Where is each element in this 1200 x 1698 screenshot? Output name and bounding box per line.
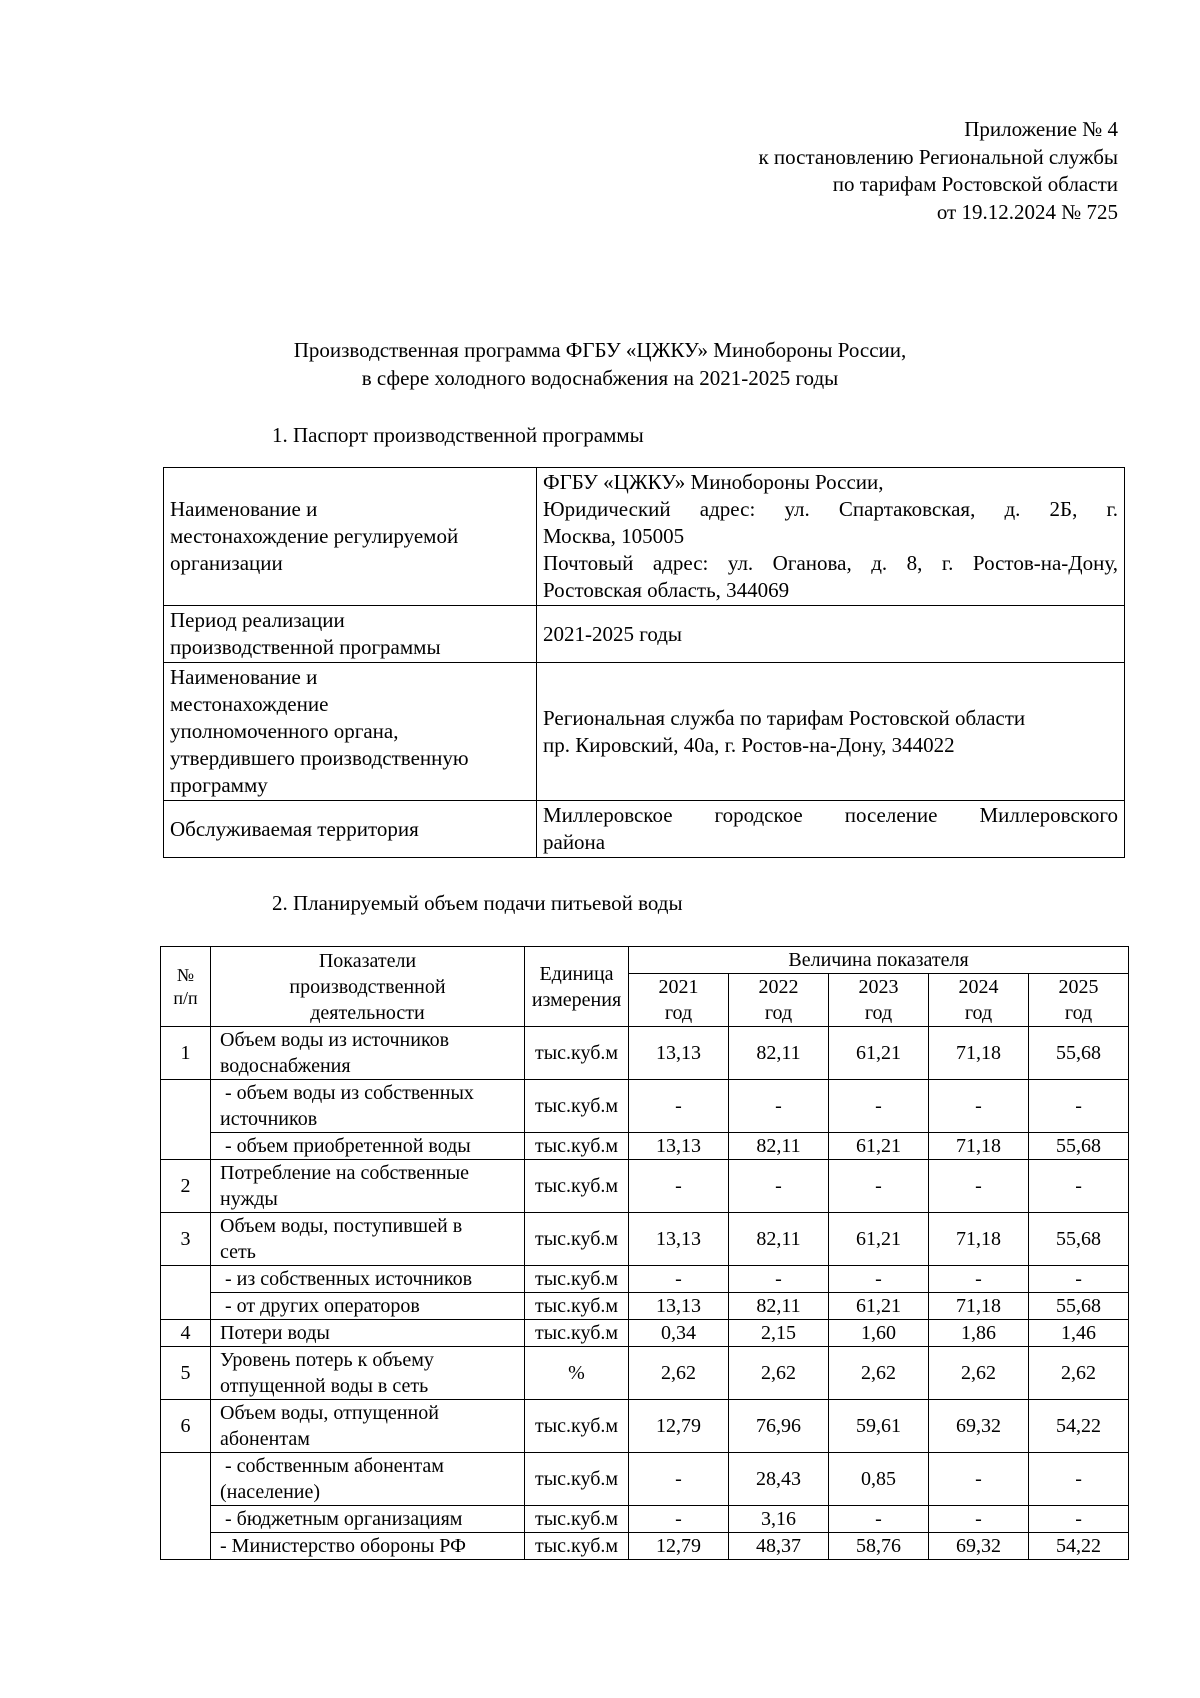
row-value-cell: -: [729, 1266, 829, 1293]
header-text: Показатели: [318, 949, 417, 972]
passport-label-line: Период реализации: [170, 608, 345, 632]
row-value-cell: 1,60: [829, 1320, 929, 1347]
section1-heading: 1. Паспорт производственной программы: [272, 423, 644, 447]
header-year: [729, 974, 829, 1027]
passport-value-line: ФГБУ «ЦЖКУ» Минобороны России,: [543, 470, 884, 494]
row-unit-cell: тыс.куб.м: [525, 1533, 629, 1560]
row-value-cell: 54,22: [1029, 1400, 1129, 1453]
row-indicator-cell: [211, 1453, 525, 1506]
passport-value-cell: [537, 801, 1125, 858]
row-indicator-line: нужды: [220, 1188, 278, 1210]
appendix-line: Приложение № 4: [964, 117, 1118, 141]
header-value-group: Величина показателя: [629, 947, 1129, 974]
row-value-cell: -: [829, 1506, 929, 1533]
row-value-cell: 69,32: [929, 1400, 1029, 1453]
row-value-cell: 13,13: [629, 1027, 729, 1080]
passport-label-cell: [164, 801, 537, 858]
passport-label-line: Обслуживаемая территория: [170, 816, 419, 841]
row-value-cell: 13,13: [629, 1213, 729, 1266]
row-indicator-line: - от других операторов: [220, 1295, 420, 1317]
row-indicator-cell: [211, 1213, 525, 1266]
row-unit-cell: тыс.куб.м: [525, 1266, 629, 1293]
table-row: [161, 1506, 1129, 1533]
row-num-cell: [161, 1453, 211, 1560]
table-row: [161, 1453, 1129, 1506]
row-value-cell: 48,37: [729, 1533, 829, 1560]
row-value-cell: -: [629, 1160, 729, 1213]
row-unit-cell: %: [525, 1347, 629, 1400]
row-unit-cell: тыс.куб.м: [525, 1453, 629, 1506]
table-row: [161, 1266, 1129, 1293]
row-value-cell: 54,22: [1029, 1533, 1129, 1560]
row-value-cell: -: [929, 1506, 1029, 1533]
row-value-cell: 59,61: [829, 1400, 929, 1453]
row-indicator-line: - из собственных источников: [220, 1268, 473, 1290]
passport-value-line: Региональная служба по тарифам Ростовской области: [543, 705, 1026, 730]
row-value-cell: 61,21: [829, 1213, 929, 1266]
passport-label-line: Наименование и: [170, 665, 318, 689]
row-value-cell: -: [729, 1080, 829, 1133]
row-indicator-cell: [211, 1133, 525, 1160]
row-value-cell: -: [929, 1160, 1029, 1213]
header-year-text: год: [664, 1002, 693, 1024]
row-value-cell: 2,15: [729, 1320, 829, 1347]
row-num-cell: 6: [161, 1400, 211, 1453]
row-indicator-line: - собственным абонентам: [220, 1455, 444, 1477]
passport-label-line: программу: [170, 773, 268, 797]
passport-value-line: Москва, 105005: [543, 524, 685, 548]
row-value-cell: 61,21: [829, 1027, 929, 1080]
row-value-cell: 0,85: [829, 1453, 929, 1506]
row-indicator-line: Объем воды, отпущенной: [220, 1402, 439, 1424]
header-year-text: год: [864, 1002, 893, 1024]
row-unit-cell: тыс.куб.м: [525, 1133, 629, 1160]
row-indicator-line: Объем воды, поступившей в: [220, 1215, 463, 1237]
row-value-cell: 2,62: [829, 1347, 929, 1400]
row-unit-cell: тыс.куб.м: [525, 1320, 629, 1347]
table-header-row: [161, 947, 1129, 974]
header-text: №: [176, 964, 195, 985]
row-value-cell: -: [1029, 1453, 1129, 1506]
row-value-cell: -: [629, 1080, 729, 1133]
header-num: [161, 947, 211, 1027]
row-value-cell: -: [629, 1266, 729, 1293]
passport-value-line: Юридический адрес: ул. Спартаковская, д. 2Б, г.: [543, 497, 1118, 521]
table-row: [161, 1320, 1129, 1347]
row-value-cell: 71,18: [929, 1027, 1029, 1080]
row-indicator-line: Объем воды из источников: [220, 1029, 450, 1051]
row-indicator-line: - бюджетным организациям: [220, 1508, 463, 1530]
program-title-line: в сфере холодного водоснабжения на 2021-2025 годы: [361, 366, 839, 390]
row-indicator-cell: [211, 1266, 525, 1293]
row-value-cell: 2,62: [929, 1347, 1029, 1400]
passport-value-line: района: [543, 830, 606, 854]
row-indicator-line: источников: [220, 1108, 318, 1130]
header-year-text: 2023: [858, 976, 899, 998]
row-value-cell: 2,62: [1029, 1347, 1129, 1400]
passport-label-line: уполномоченного органа,: [170, 719, 399, 743]
passport-label-cell: [164, 606, 537, 663]
row-value-cell: 82,11: [729, 1213, 829, 1266]
row-value-cell: 28,43: [729, 1453, 829, 1506]
row-value-cell: -: [829, 1080, 929, 1133]
row-num-cell: [161, 1266, 211, 1320]
passport-label-line: Наименование и: [170, 497, 318, 521]
passport-label-cell: [164, 468, 537, 606]
row-value-cell: 71,18: [929, 1133, 1029, 1160]
row-value-cell: -: [729, 1160, 829, 1213]
row-value-cell: 82,11: [729, 1027, 829, 1080]
row-indicator-cell: [211, 1506, 525, 1533]
row-num-cell: 3: [161, 1213, 211, 1266]
table-row: [161, 1133, 1129, 1160]
row-value-cell: 55,68: [1029, 1027, 1129, 1080]
appendix-line: от 19.12.2024 № 725: [936, 199, 1118, 224]
row-num-cell: 2: [161, 1160, 211, 1213]
row-indicator-line: - Министерство обороны РФ: [220, 1535, 466, 1557]
header-text: измерения: [531, 988, 622, 1011]
row-value-cell: -: [1029, 1506, 1129, 1533]
row-unit-cell: тыс.куб.м: [525, 1213, 629, 1266]
header-text: деятельности: [310, 1001, 425, 1024]
row-indicator-cell: [211, 1293, 525, 1320]
header-unit: [525, 947, 629, 1027]
passport-value-cell: [537, 468, 1125, 606]
row-value-cell: -: [929, 1080, 1029, 1133]
header-year-text: год: [1064, 1002, 1093, 1024]
table-row: [161, 1533, 1129, 1560]
passport-row: [164, 606, 1125, 663]
row-indicator-cell: [211, 1160, 525, 1213]
row-unit-cell: тыс.куб.м: [525, 1400, 629, 1453]
row-value-cell: 13,13: [629, 1293, 729, 1320]
row-value-cell: 2,62: [729, 1347, 829, 1400]
passport-value-line: Почтовый адрес: ул. Оганова, д. 8, г. Ростов-на-Дону,: [543, 551, 1118, 575]
row-value-cell: -: [929, 1453, 1029, 1506]
program-title: [0, 336, 1200, 392]
row-unit-cell: тыс.куб.м: [525, 1080, 629, 1133]
row-indicator-line: - объем приобретенной воды: [220, 1135, 471, 1157]
row-value-cell: 12,79: [629, 1400, 729, 1453]
row-value-cell: -: [829, 1266, 929, 1293]
row-value-cell: 3,16: [729, 1506, 829, 1533]
row-value-cell: 12,79: [629, 1533, 729, 1560]
appendix-header: [758, 116, 1118, 226]
row-value-cell: 55,68: [1029, 1133, 1129, 1160]
row-num-cell: 4: [161, 1320, 211, 1347]
appendix-line: по тарифам Ростовской области: [832, 172, 1118, 196]
row-unit-cell: тыс.куб.м: [525, 1506, 629, 1533]
row-value-cell: 61,21: [829, 1133, 929, 1160]
row-value-cell: -: [1029, 1160, 1129, 1213]
passport-value-line: 2021-2025 годы: [543, 621, 683, 646]
passport-label-line: производственной программы: [170, 635, 441, 659]
row-value-cell: -: [829, 1160, 929, 1213]
row-indicator-line: Уровень потерь к объему: [220, 1349, 434, 1371]
row-indicator-line: отпущенной воды в сеть: [220, 1375, 429, 1397]
row-value-cell: -: [1029, 1080, 1129, 1133]
row-value-cell: 71,18: [929, 1213, 1029, 1266]
row-value-cell: 69,32: [929, 1533, 1029, 1560]
row-indicator-line: - объем воды из собственных: [220, 1082, 474, 1104]
table-row: [161, 1027, 1129, 1080]
header-year: [929, 974, 1029, 1027]
row-indicator-line: абонентам: [220, 1428, 310, 1450]
header-year: [629, 974, 729, 1027]
program-title-line: Производственная программа ФГБУ «ЦЖКУ» Минобороны России,: [293, 338, 907, 362]
passport-row: [164, 468, 1125, 606]
passport-row: [164, 663, 1125, 801]
row-unit-cell: тыс.куб.м: [525, 1293, 629, 1320]
row-num-cell: [161, 1080, 211, 1160]
row-num-cell: 5: [161, 1347, 211, 1400]
row-value-cell: 13,13: [629, 1133, 729, 1160]
row-value-cell: 82,11: [729, 1133, 829, 1160]
passport-label-line: местонахождение: [170, 692, 329, 716]
row-indicator-line: (население): [220, 1481, 321, 1503]
row-value-cell: 1,86: [929, 1320, 1029, 1347]
row-value-cell: 71,18: [929, 1293, 1029, 1320]
row-indicator-cell: [211, 1320, 525, 1347]
row-value-cell: -: [629, 1453, 729, 1506]
table-row: [161, 1400, 1129, 1453]
row-value-cell: -: [1029, 1266, 1129, 1293]
passport-label-cell: [164, 663, 537, 801]
row-value-cell: 76,96: [729, 1400, 829, 1453]
row-indicator-cell: [211, 1533, 525, 1560]
header-indicator: [211, 947, 525, 1027]
header-year-text: год: [764, 1002, 793, 1024]
row-value-cell: 55,68: [1029, 1293, 1129, 1320]
row-value-cell: 1,46: [1029, 1320, 1129, 1347]
row-indicator-cell: [211, 1080, 525, 1133]
header-text: п/п: [173, 987, 198, 1008]
header-year-text: 2024: [958, 976, 999, 998]
row-value-cell: -: [929, 1266, 1029, 1293]
table-row: [161, 1293, 1129, 1320]
row-indicator-line: сеть: [220, 1241, 256, 1263]
table-row: [161, 1160, 1129, 1213]
row-indicator-line: водоснабжения: [220, 1055, 351, 1077]
passport-value-cell: [537, 663, 1125, 801]
appendix-line: к постановлению Региональной службы: [758, 144, 1118, 169]
header-year-text: 2025: [1058, 976, 1099, 998]
header-text: производственной: [289, 975, 446, 998]
passport-value-line: Ростовская область, 344069: [543, 578, 790, 602]
row-indicator-line: Потребление на собственные: [220, 1162, 470, 1184]
section2-heading: 2. Планируемый объем подачи питьевой воды: [272, 891, 683, 915]
header-year: [1029, 974, 1129, 1027]
row-value-cell: 0,34: [629, 1320, 729, 1347]
row-value-cell: 82,11: [729, 1293, 829, 1320]
row-unit-cell: тыс.куб.м: [525, 1160, 629, 1213]
row-value-cell: 55,68: [1029, 1213, 1129, 1266]
passport-label-line: местонахождение регулируемой: [170, 524, 459, 548]
table-row: [161, 1347, 1129, 1400]
table-row: [161, 1213, 1129, 1266]
table-row: [161, 1080, 1129, 1133]
row-value-cell: 2,62: [629, 1347, 729, 1400]
header-year: [829, 974, 929, 1027]
row-indicator-line: Потери воды: [220, 1322, 330, 1344]
row-value-cell: -: [629, 1506, 729, 1533]
row-unit-cell: тыс.куб.м: [525, 1027, 629, 1080]
passport-label-line: организации: [170, 551, 283, 575]
row-value-cell: 58,76: [829, 1533, 929, 1560]
passport-value-line: Миллеровское городское поселение Миллеровского: [543, 803, 1118, 827]
header-year-text: 2021: [658, 976, 699, 998]
header-year-text: 2022: [758, 976, 799, 998]
passport-label-line: утвердившего производственную: [170, 746, 469, 770]
row-value-cell: 61,21: [829, 1293, 929, 1320]
header-year-text: год: [964, 1002, 993, 1024]
water-volume-table: [160, 946, 1129, 1560]
header-text: Единица: [539, 962, 614, 985]
row-indicator-cell: [211, 1027, 525, 1080]
row-indicator-cell: [211, 1400, 525, 1453]
passport-table: [163, 467, 1125, 858]
row-indicator-cell: [211, 1347, 525, 1400]
passport-value-line: пр. Кировский, 40а, г. Ростов-на-Дону, 344022: [543, 732, 955, 757]
passport-row: [164, 801, 1125, 858]
passport-value-cell: [537, 606, 1125, 663]
row-num-cell: 1: [161, 1027, 211, 1080]
